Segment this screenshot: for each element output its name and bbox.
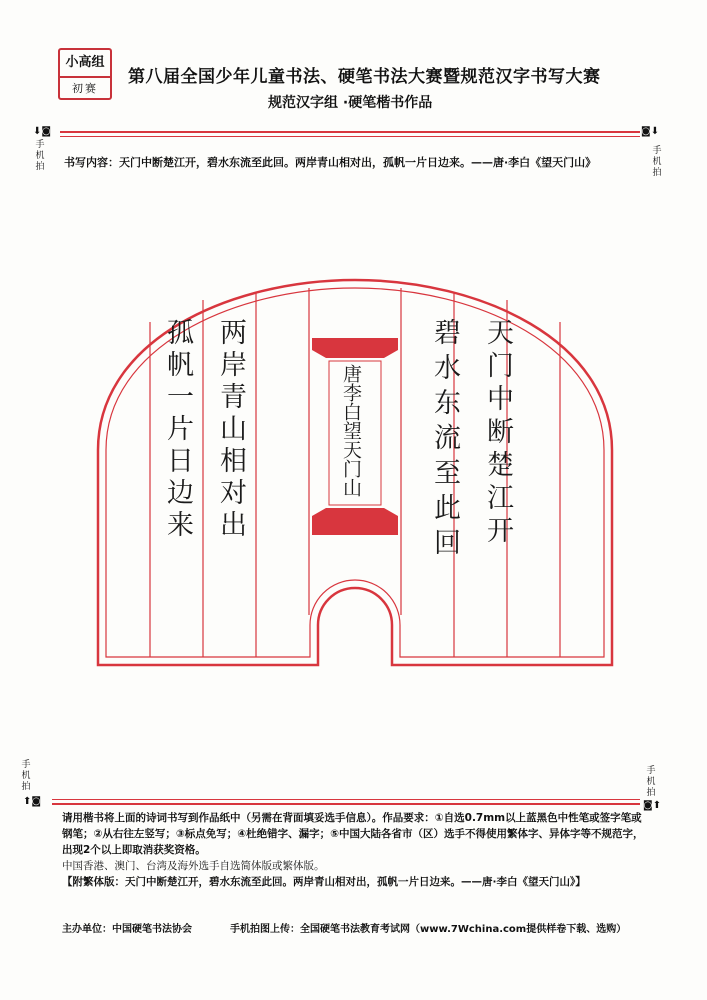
page-subtitle: 规范汉字组 ·硬笔楷书作品 — [268, 95, 433, 111]
instructions-traditional-text: 【附繁体版：天门中断楚江开，碧水东流至此回。两岸青山相对出，孤帆一片日边来。——唐·李白《望天门山》】 — [62, 876, 586, 888]
instructions-main: 请用楷书将上面的诗词书写到作品纸中（另需在背面填妥选手信息）。作品要求：①自选0.7mm以上蓝黑色中性笔或签字笔或钢笔；②从右往左竖写；③标点免写；④杜绝错字、漏字；⑤中国大陆各省市（区）选手不得使用繁体字、异体字等不规范字，出现2个以上即取消获奖资格。 — [62, 812, 644, 856]
corner-note-bottom-left: 手机拍 — [21, 760, 31, 792]
corner-note-bottom-right: 手机拍 — [646, 766, 656, 798]
bottom-rule-thin — [52, 799, 640, 800]
badge-group-label: 小高组 — [60, 50, 110, 78]
camera-icon: ◙⬇ — [641, 126, 660, 137]
instructions-traditional-note: 中国香港、澳门、台湾及海外选手自选简体版或繁体版。 — [62, 860, 325, 872]
instructions — [62, 810, 648, 890]
camera-icon: ◙⬆ — [643, 800, 662, 811]
corner-note-top-right: 手机拍 — [652, 146, 662, 178]
organizer: 主办单位：中国硬笔书法协会 — [62, 924, 192, 935]
content-line: 书写内容：天门中断楚江开，碧水东流至此回。两岸青山相对出，孤帆一片日边来。——唐·李白《望天门山》 — [64, 156, 597, 169]
poem-column-1: 天门中断楚江开 — [482, 318, 513, 549]
signature-column: 唐李白望天门山 — [340, 364, 362, 497]
poem-column-3: 两岸青山相对出 — [215, 318, 246, 542]
camera-icon: ⬇◙ — [33, 126, 52, 137]
camera-icon: ⬆◙ — [23, 796, 42, 807]
upload-info: 手机拍图上传：全国硬笔书法教育考试网（www.7Wchina.com提供样卷下载、选购） — [230, 924, 627, 935]
corner-note-top-left: 手机拍 — [35, 140, 45, 172]
badge-round-label: 初赛 — [72, 82, 98, 95]
poem-column-2: 碧水东流至此回 — [429, 318, 460, 563]
bottom-rule — [52, 803, 640, 805]
poem-column-4: 孤帆一片日边来 — [162, 318, 193, 542]
page-title: 第八届全国少年儿童书法、硬笔书法大赛暨规范汉字书写大赛 — [128, 67, 601, 87]
